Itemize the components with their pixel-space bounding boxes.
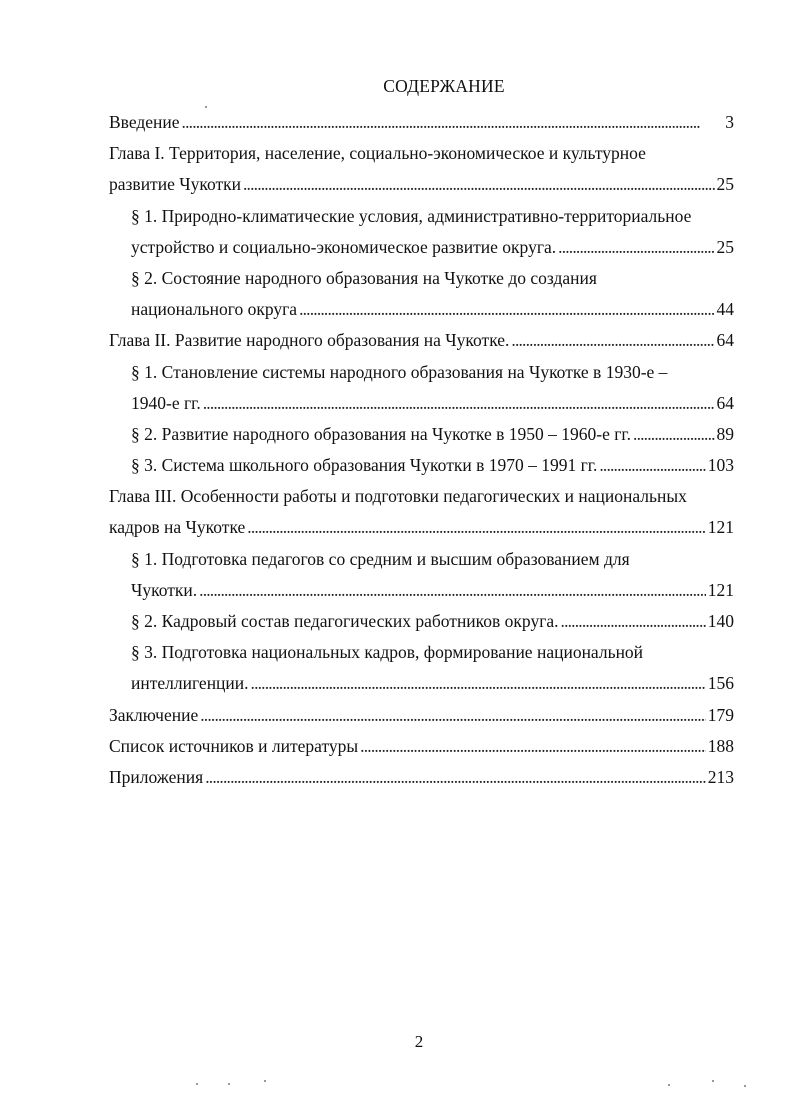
dot-leader: [200, 700, 706, 731]
scan-speck: [744, 1085, 746, 1087]
toc-entry-continuation[interactable]: [109, 668, 734, 699]
toc-entry-title: § 1. Становление системы народного образования на Чукотке в 1930-е –: [131, 361, 668, 382]
scan-speck: [668, 1084, 670, 1086]
toc-entry-page: 3: [725, 112, 734, 132]
toc-entry-continuation[interactable]: [109, 169, 734, 200]
toc-entry-title: Приложения: [109, 766, 204, 787]
toc-entry-title: интеллигенции.: [131, 673, 249, 694]
toc-entry-continuation[interactable]: [109, 294, 734, 325]
dot-leader: [511, 325, 714, 356]
dot-leader: [251, 668, 706, 699]
toc-entry-title: § 1. Подготовка педагогов со средним и высшим образованием для: [131, 548, 630, 569]
toc-entry-page: 103: [707, 455, 734, 476]
toc-entry-title: § 2. Развитие народного образования на Чукотке в 1950 – 1960-е гг.: [131, 423, 632, 444]
toc-entry-title: § 2. Кадровый состав педагогических работников округа.: [131, 611, 559, 631]
toc-entry-page: 156: [707, 673, 734, 694]
dot-leader: [299, 294, 714, 325]
scan-speck: [228, 1083, 230, 1085]
toc-entry-page: 44: [716, 299, 734, 320]
toc-entry-title: Глава II. Развитие народного образования на Чукотке.: [109, 330, 510, 351]
toc-entry[interactable]: [109, 107, 734, 138]
toc-entry-title: развитие Чукотки: [109, 174, 241, 195]
toc-entry[interactable]: [109, 637, 734, 668]
toc-entry[interactable]: [109, 481, 734, 512]
toc-entry-page: 121: [707, 517, 734, 538]
toc-entry[interactable]: [109, 606, 734, 637]
dot-leader: [360, 731, 706, 762]
page-title: СОДЕРЖАНИЕ: [383, 76, 505, 96]
toc-entry[interactable]: [109, 357, 734, 388]
dot-leader: [599, 450, 705, 481]
toc-entry-title: Введение: [109, 112, 180, 132]
toc-entry-title: Глава III. Особенности работы и подготовки педагогических и национальных: [109, 486, 687, 507]
toc-entry[interactable]: [109, 201, 734, 232]
toc-entry[interactable]: [109, 138, 734, 169]
page-number: 2: [414, 1032, 424, 1051]
dot-leader: [205, 762, 706, 793]
toc-entry-title: устройство и социально-экономическое развитие округа.: [131, 236, 557, 257]
toc-entry-continuation[interactable]: [109, 388, 734, 419]
toc-entry-title: Чукотки.: [131, 579, 198, 600]
toc-entry-continuation[interactable]: [109, 512, 734, 543]
dot-leader: [199, 575, 706, 606]
toc-entry[interactable]: [109, 544, 734, 575]
toc-entry-title: национального округа: [131, 299, 298, 320]
toc-entry-page: 25: [716, 174, 734, 195]
toc-entry-page: 213: [707, 766, 734, 787]
toc-entry-title: Глава I. Территория, население, социально-экономическое и культурное: [109, 143, 646, 164]
toc-entry-title: 1940-е гг.: [131, 392, 201, 413]
toc-entry-page: 188: [707, 735, 734, 756]
toc-entry-title: Список источников и литературы: [109, 735, 359, 756]
dot-leader: [247, 512, 705, 543]
dot-leader: [182, 107, 724, 138]
toc-entry-continuation[interactable]: [109, 232, 734, 263]
toc-entry-page: 140: [707, 611, 734, 631]
toc-entry[interactable]: [109, 450, 734, 481]
toc-entry-page: 179: [707, 704, 734, 725]
toc-entry-page: 89: [716, 423, 734, 444]
toc-entry-page: 121: [707, 579, 734, 600]
dot-leader: [203, 388, 715, 419]
dot-leader: [243, 169, 715, 200]
toc-entry[interactable]: [109, 762, 734, 793]
scan-speck: [196, 1083, 198, 1085]
toc-entry-title: § 3. Система школьного образования Чукотки в 1970 – 1991 гг.: [131, 455, 598, 476]
toc-entry-page: 64: [716, 330, 734, 351]
toc-entry[interactable]: [109, 731, 734, 762]
scan-speck: [205, 106, 207, 108]
dot-leader: [633, 419, 714, 450]
toc-entry-title: Заключение: [109, 704, 199, 725]
toc-entry-page: 25: [716, 236, 734, 257]
scan-speck: [712, 1080, 714, 1082]
toc-entry[interactable]: [109, 263, 734, 294]
dot-leader: [561, 606, 706, 637]
toc-entry[interactable]: [109, 700, 734, 731]
table-of-contents: [109, 107, 734, 793]
scan-speck: [264, 1080, 266, 1082]
toc-entry-title: § 3. Подготовка национальных кадров, формирование национальной: [131, 642, 644, 663]
dot-leader: [558, 232, 714, 263]
toc-entry-title: кадров на Чукотке: [109, 517, 246, 538]
toc-entry-title: § 2. Состояние народного образования на Чукотке до создания: [131, 267, 597, 288]
toc-entry[interactable]: [109, 325, 734, 356]
toc-entry-page: 64: [716, 392, 734, 413]
toc-entry-title: § 1. Природно-климатические условия, административно-территориальное: [131, 205, 692, 226]
toc-entry-continuation[interactable]: [109, 575, 734, 606]
toc-entry[interactable]: [109, 419, 734, 450]
